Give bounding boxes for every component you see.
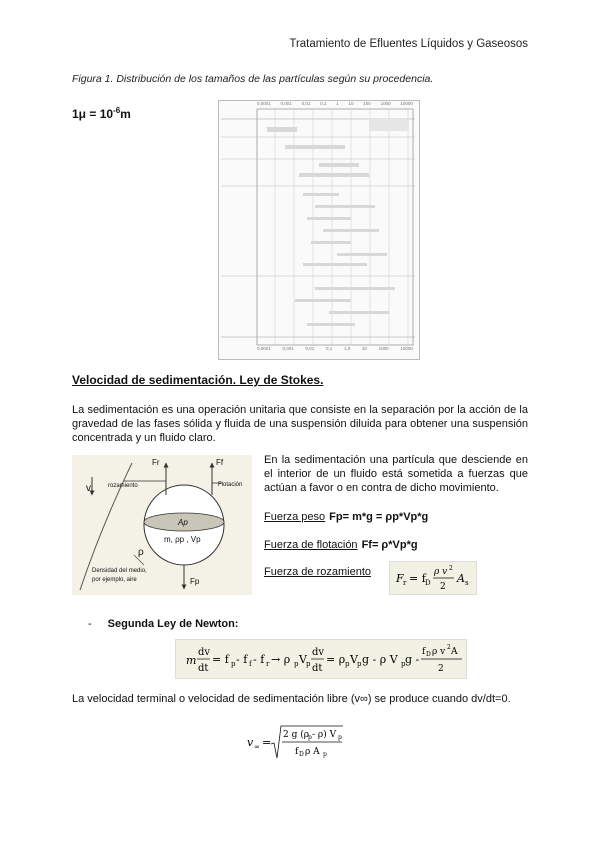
svg-text:D: D bbox=[426, 651, 431, 658]
svg-text:p: p bbox=[308, 734, 312, 741]
medium-example-label: por ejemplo, aire bbox=[92, 577, 137, 583]
newton-law-label: Segunda Ley de Newton: bbox=[107, 618, 239, 630]
svg-text:= ρ: = ρ bbox=[326, 653, 346, 666]
newton-equation bbox=[175, 639, 467, 679]
svg-text:V: V bbox=[350, 653, 358, 666]
svg-text:g - ρ V: g - ρ V bbox=[362, 653, 398, 666]
svg-text:f: f bbox=[249, 660, 252, 668]
particle-size-chart bbox=[218, 100, 420, 360]
svg-text:ρ v: ρ v bbox=[432, 647, 446, 657]
svg-text:A: A bbox=[451, 647, 458, 657]
svg-text:p: p bbox=[338, 734, 342, 741]
flotacion-force-row bbox=[264, 539, 418, 551]
svg-text:ρ A: ρ A bbox=[305, 747, 320, 757]
svg-text:A: A bbox=[457, 572, 465, 585]
chart-tick: 0,0001 bbox=[257, 101, 271, 106]
drag-force-formula bbox=[389, 561, 477, 595]
svg-text:p: p bbox=[231, 660, 236, 668]
chart-tick: 0,1 bbox=[325, 346, 333, 351]
particle-forces-diagram bbox=[72, 455, 252, 595]
svg-text:2: 2 bbox=[449, 565, 453, 572]
svg-text:f: f bbox=[295, 747, 299, 757]
peso-force-expr: Fp= m*g = ρp*Vp*g bbox=[329, 511, 429, 523]
svg-text:g -: g - bbox=[405, 653, 420, 666]
terminal-velocity-formula-svg bbox=[245, 722, 345, 762]
chart-tick: 1000 bbox=[380, 101, 391, 106]
terminal-velocity-paragraph: La velocidad terminal o velocidad de sedimentación libre (v∞) se produce cuando dv/dt=0. bbox=[72, 693, 511, 705]
chart-tick: 10000 bbox=[400, 101, 413, 106]
svg-text:=: = bbox=[262, 736, 272, 749]
section-heading: Velocidad de sedimentación. Ley de Stokes. bbox=[72, 373, 324, 387]
svg-text:- f: - f bbox=[253, 653, 265, 666]
svg-text:p: p bbox=[345, 660, 350, 668]
chart-tick: 1000 bbox=[378, 346, 389, 351]
particle-properties-label: m, ρp , Vp bbox=[164, 535, 201, 544]
side-paragraph: En la sedimentación una partícula que desciende en el interior de un fluido está sometida a fuerzas que actúan a favor o en contra de dicho movimiento. bbox=[264, 454, 528, 494]
peso-force-label: Fuerza peso bbox=[264, 511, 326, 523]
chart-tick: 0,01 bbox=[301, 101, 311, 106]
rozamiento-force-row bbox=[264, 566, 371, 578]
svg-text:v: v bbox=[247, 736, 254, 749]
svg-text:ρ v: ρ v bbox=[434, 567, 448, 577]
chart-tick: 1,0 bbox=[343, 346, 351, 351]
chart-tick: 0,0001 bbox=[257, 346, 271, 351]
svg-text:p: p bbox=[294, 660, 299, 668]
fr-label: Fr bbox=[152, 458, 160, 467]
running-header: Tratamiento de Efluentes Líquidos y Gaseosos bbox=[289, 38, 528, 50]
svg-text:f: f bbox=[422, 647, 426, 657]
svg-text:2: 2 bbox=[447, 644, 451, 651]
svg-text:r: r bbox=[266, 660, 270, 668]
chart-tick: 0,001 bbox=[280, 101, 292, 106]
svg-text:p: p bbox=[401, 660, 406, 668]
terminal-velocity-formula bbox=[245, 722, 345, 762]
peso-force-row bbox=[264, 511, 428, 523]
svg-text:p: p bbox=[306, 660, 311, 668]
chart-tick: 10000 bbox=[400, 346, 413, 351]
flotacion-force-label: Fuerza de flotación bbox=[264, 539, 358, 551]
particle-forces-diagram-svg bbox=[72, 455, 252, 595]
svg-text:s: s bbox=[465, 579, 469, 587]
svg-text:dv: dv bbox=[312, 647, 325, 658]
chart-tick: 1 bbox=[336, 101, 339, 106]
drag-force-formula-svg bbox=[390, 562, 476, 594]
svg-text:m: m bbox=[186, 654, 197, 667]
svg-text:2: 2 bbox=[440, 582, 446, 592]
chart-tick: 10 bbox=[348, 101, 354, 106]
bullet-dash: - bbox=[88, 618, 92, 630]
ff-label: Ff bbox=[216, 458, 224, 467]
chart-tick: 100 bbox=[363, 101, 371, 106]
newton-equation-svg bbox=[176, 640, 466, 678]
newton-law-line bbox=[88, 618, 238, 630]
svg-text:r: r bbox=[403, 579, 407, 587]
svg-text:= f: = f bbox=[212, 653, 229, 666]
svg-text:D: D bbox=[299, 751, 304, 758]
svg-text:∞: ∞ bbox=[254, 743, 260, 751]
chart-tick: 0,1 bbox=[320, 101, 327, 106]
svg-text:2: 2 bbox=[438, 664, 444, 674]
svg-text:dv: dv bbox=[198, 647, 211, 658]
chart-tick: 0,01 bbox=[305, 346, 315, 351]
figure-caption: Figura 1. Distribución de los tamaños de las partículas según su procedencia. bbox=[72, 73, 434, 85]
chart-top-ticks bbox=[257, 101, 413, 110]
svg-text:2 g (ρ: 2 g (ρ bbox=[283, 730, 310, 740]
fp-label: Fp bbox=[190, 577, 200, 586]
svg-text:V: V bbox=[299, 653, 307, 666]
rozamiento-force-label: Fuerza de rozamiento bbox=[264, 566, 371, 578]
svg-text:dt: dt bbox=[198, 663, 209, 674]
svg-text:D: D bbox=[425, 579, 431, 587]
intro-paragraph: La sedimentación es una operación unitaria que consiste en la separación por la acción de la gravedad de las fases sólida y fluida de una suspensión diluida para obtener una suspensión concentrada y un fluido claro. bbox=[72, 404, 528, 444]
particle-size-chart-svg bbox=[219, 101, 419, 359]
ap-label: Ap bbox=[178, 518, 188, 527]
svg-text:= f: = f bbox=[409, 572, 426, 585]
svg-text:- f: - f bbox=[236, 653, 248, 666]
flotacion-label: Flotación bbox=[218, 482, 243, 488]
svg-text:p: p bbox=[357, 660, 362, 668]
svg-text:dt: dt bbox=[312, 663, 323, 674]
svg-text:p: p bbox=[323, 751, 327, 758]
svg-text:F: F bbox=[396, 572, 404, 585]
fluid-density-label: ρ bbox=[138, 547, 144, 558]
svg-text:- ρ) V: - ρ) V bbox=[312, 730, 337, 740]
velocity-label: v bbox=[86, 483, 91, 494]
chart-tick: 0,001 bbox=[282, 346, 294, 351]
medium-density-label: Densidad del medio, bbox=[92, 568, 147, 574]
chart-tick: 10 bbox=[361, 346, 367, 351]
flotacion-force-expr: Ff= ρ*Vp*g bbox=[361, 539, 418, 551]
chart-bottom-ticks bbox=[257, 346, 413, 355]
rozamiento-label: rozamiento bbox=[108, 483, 138, 489]
svg-text:→ ρ: → ρ bbox=[271, 653, 291, 666]
unit-note: $1\mu = 10^{-6}m$ bbox=[72, 106, 131, 121]
